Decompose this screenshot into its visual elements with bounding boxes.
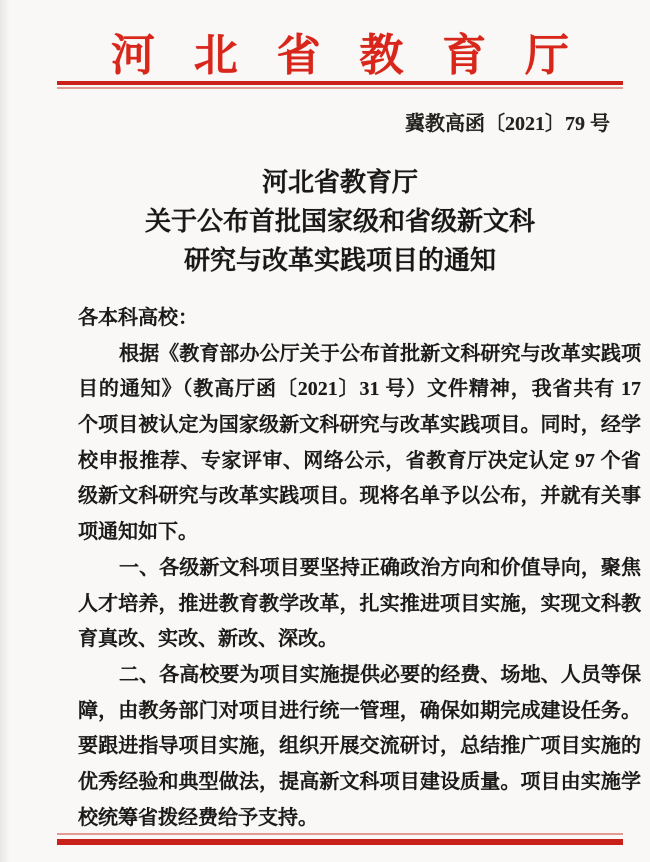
document-number: 冀教高函〔2021〕79 号 [405, 113, 610, 135]
body-line: 障，由教务部门对项目进行统一管理，确保如期完成建设任务。 [78, 699, 641, 722]
letterhead-double-rule [57, 81, 623, 89]
letterhead-agency-name: 河北省教育厅 [111, 31, 569, 80]
title-line-3: 研究与改革实践项目的通知 [183, 246, 496, 275]
body-line: 二、各高校要为项目实施提供必要的经费、场地、人员等保 [119, 663, 641, 686]
letterhead [57, 30, 623, 82]
body-line: 校统筹省拨经费给予支持。 [78, 806, 318, 829]
body-line: 目的通知》（教高厅函〔2021〕31 号）文件精神，我省共有 17 [78, 378, 641, 401]
body-line: 校申报推荐、专家评审、网络公示，省教育厅决定认定 97 个省 [78, 449, 641, 472]
rule-thick-line [57, 839, 623, 845]
body-line: 育真改、实改、新改、深改。 [78, 628, 338, 651]
body-line: 优秀经验和典型做法，提高新文科项目建设质量。项目由实施学 [78, 770, 641, 793]
title-line-2: 关于公布首批国家级和省级新文科 [144, 207, 535, 236]
body-line: 要跟进指导项目实施，组织开展交流研讨，总结推广项目实施的 [78, 735, 641, 758]
rule-thin-line [57, 87, 623, 89]
salutation-line: 各本科高校： [78, 307, 198, 329]
body-line: 一、各级新文科项目要坚持正确政治方向和价值导向，聚焦 [119, 556, 641, 579]
body-line: 级新文科研究与改革实践项目。现将名单予以公布，并就有关事 [78, 485, 641, 508]
body-line: 根据《教育部办公厅关于公布首批新文科研究与改革实践项 [119, 342, 641, 365]
scan-edge-shade [0, 0, 10, 862]
body-line: 个项目被认定为国家级新文科研究与改革实践项目。同时，经学 [78, 414, 641, 437]
body-line: 项通知如下。 [78, 521, 198, 544]
body-line: 人才培养，推进教育教学改革，扎实推进项目实施，实现文科教 [78, 592, 641, 615]
document-title [57, 163, 623, 280]
footer-double-rule [57, 833, 623, 845]
title-line-1: 河北省教育厅 [261, 168, 418, 197]
document-body [78, 301, 641, 836]
